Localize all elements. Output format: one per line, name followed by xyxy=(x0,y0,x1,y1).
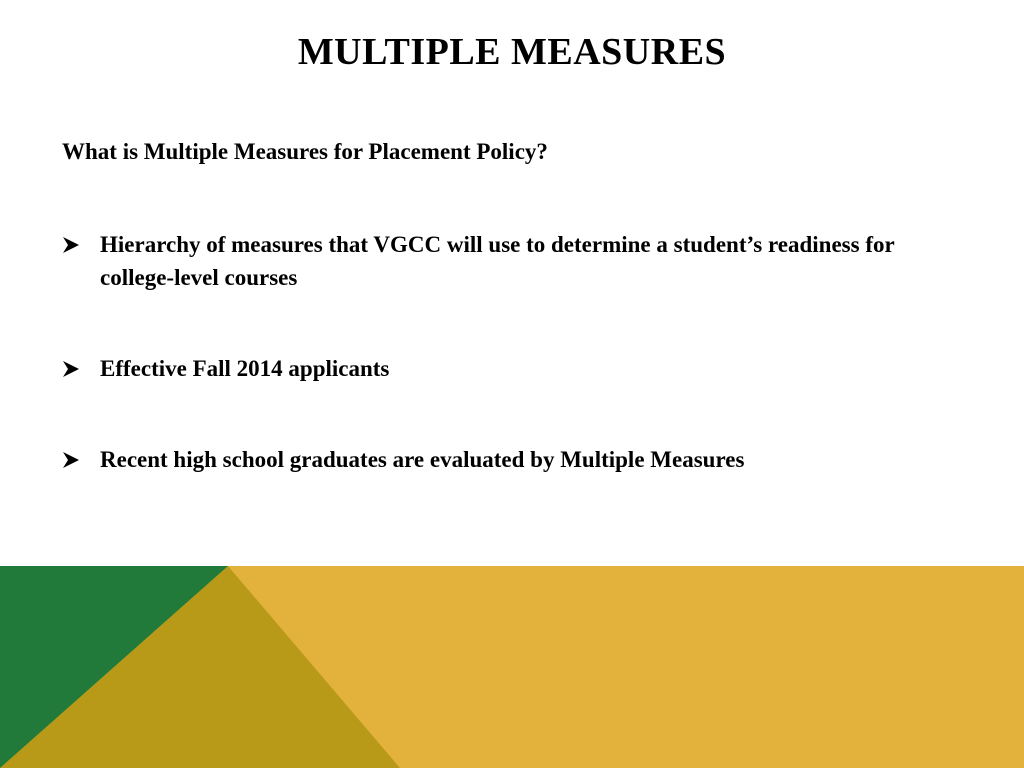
slide-title: MULTIPLE MEASURES xyxy=(297,31,727,73)
decorative-bottom-band xyxy=(0,566,1024,768)
bullet-list xyxy=(62,228,962,476)
arrow-bullet-icon xyxy=(62,360,80,378)
arrow-bullet-icon xyxy=(62,451,80,469)
bullet-item xyxy=(62,228,962,294)
bullet-item xyxy=(62,443,962,476)
bullet-text: Effective Fall 2014 applicants xyxy=(100,356,390,381)
bullet-text: Hierarchy of measures that VGCC will use to determine a student’s readiness for college-level courses xyxy=(100,232,895,290)
arrow-bullet-icon xyxy=(62,236,80,254)
bullet-item xyxy=(62,352,962,385)
bullet-text: Recent high school graduates are evaluated by Multiple Measures xyxy=(100,447,745,472)
slide-subheading: What is Multiple Measures for Placement Policy? xyxy=(62,139,548,164)
